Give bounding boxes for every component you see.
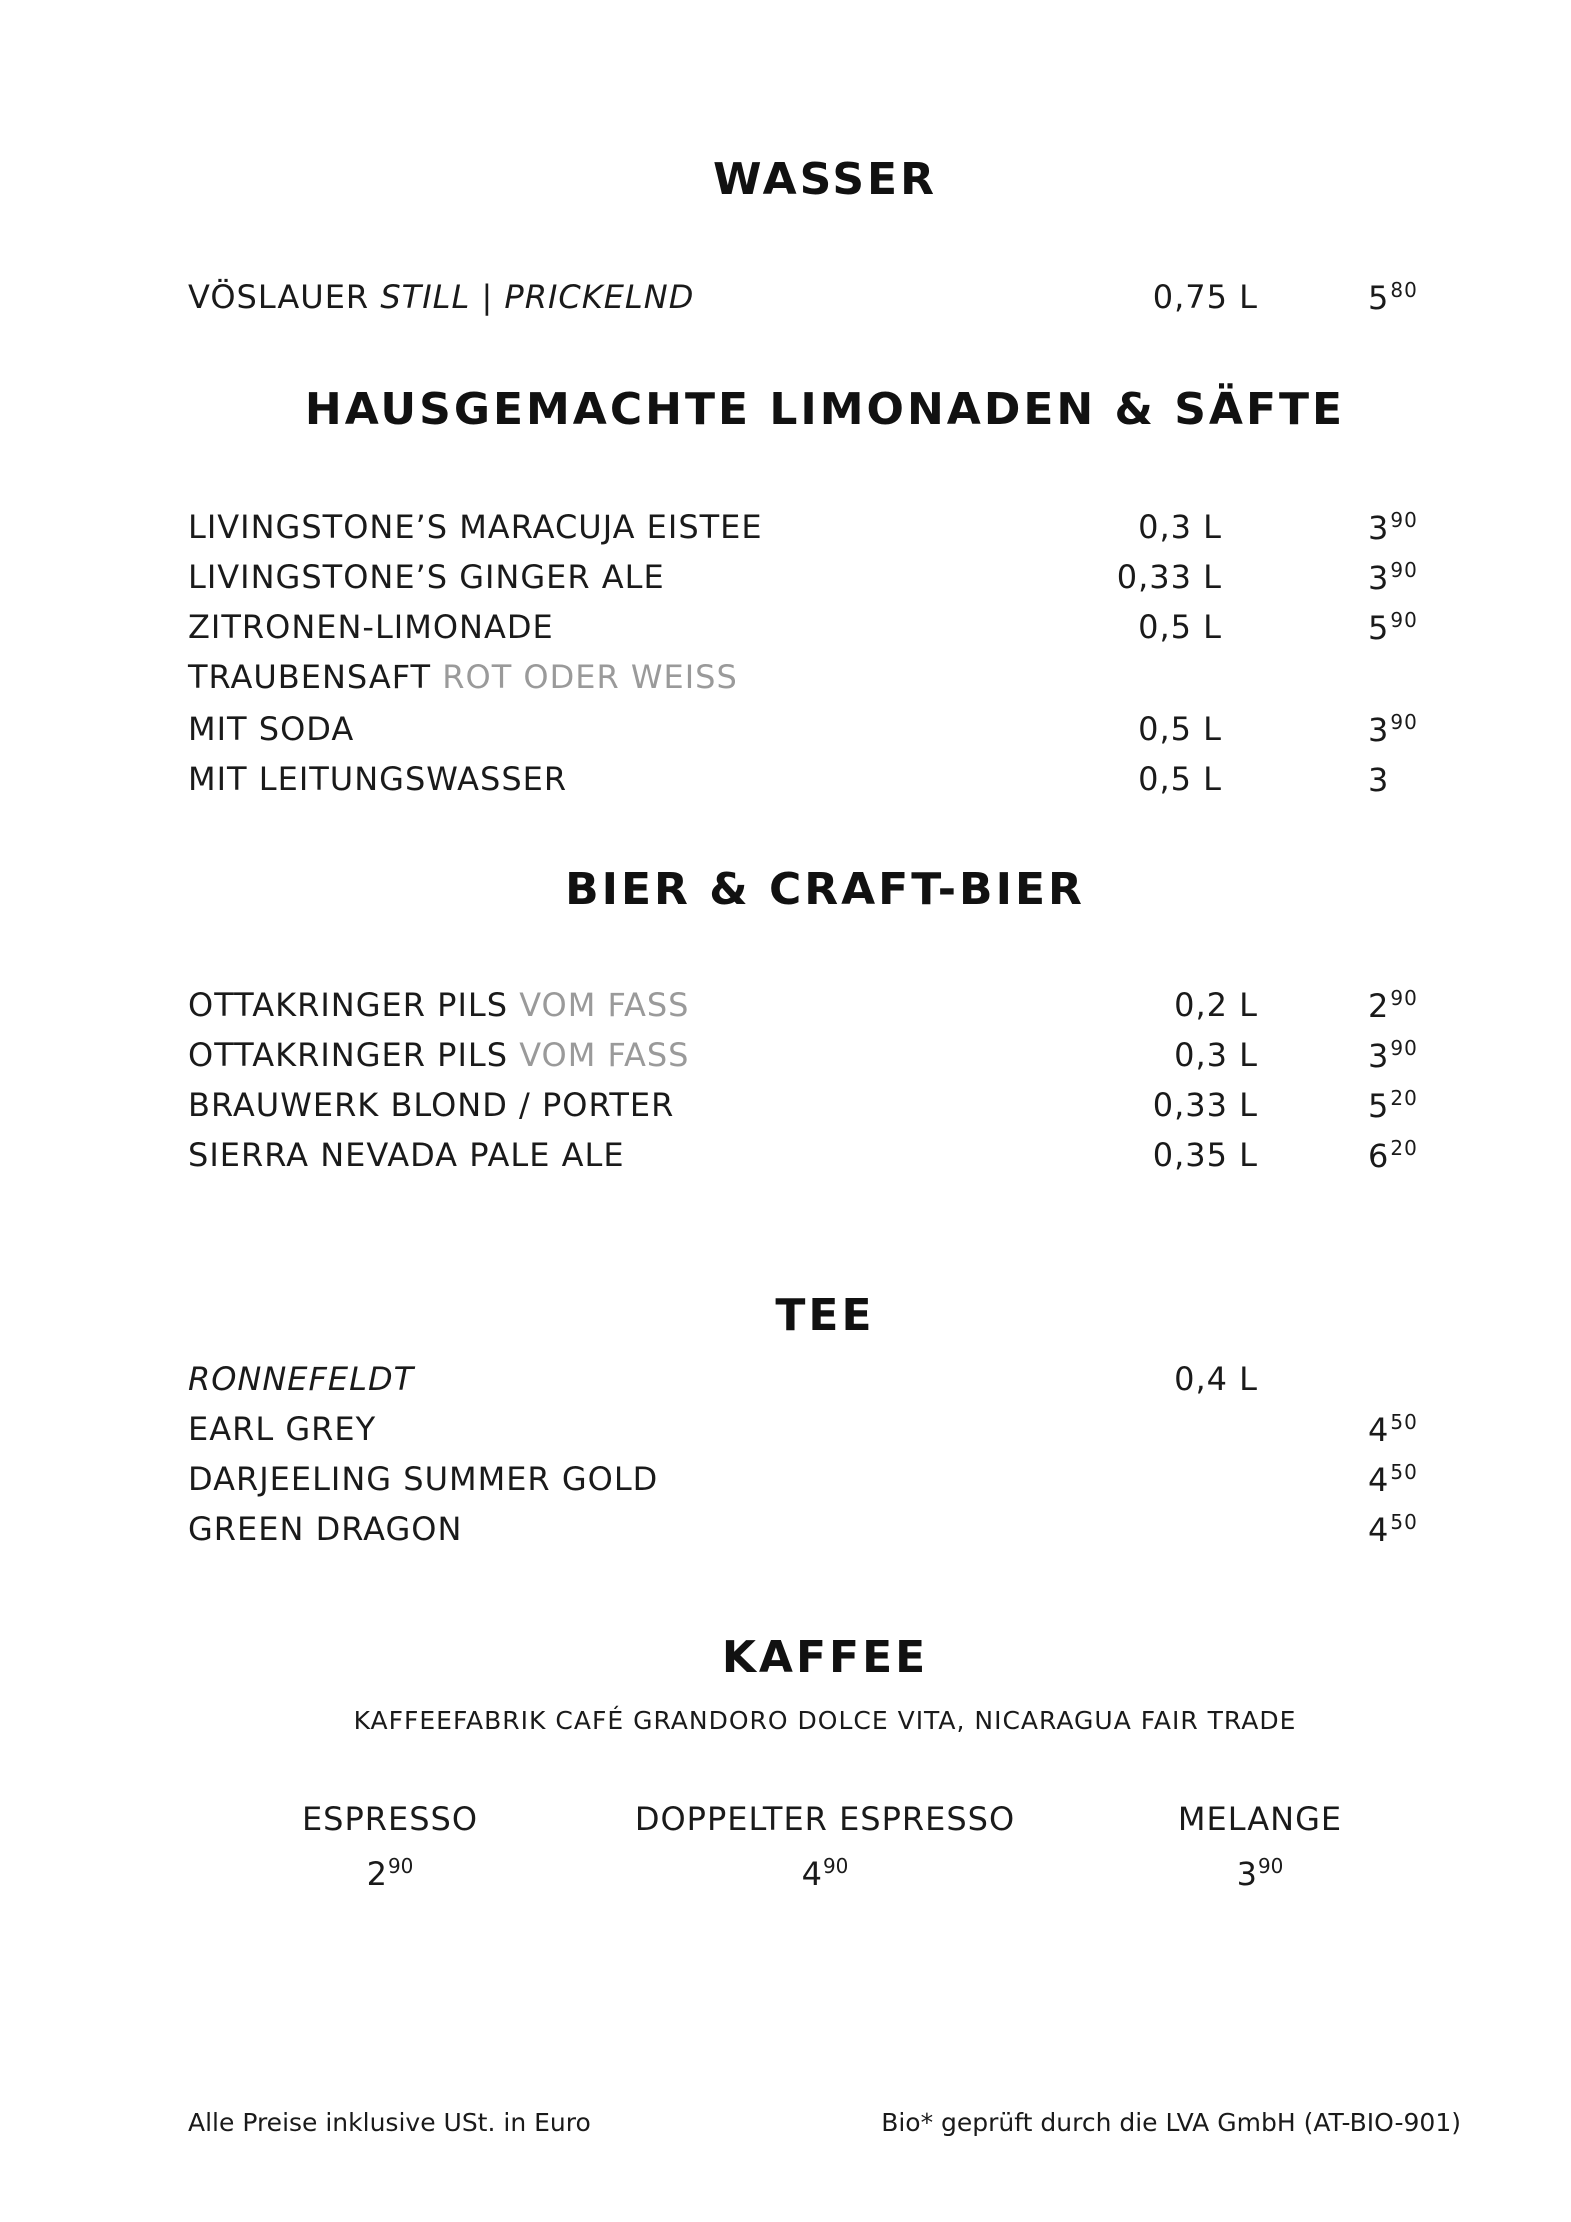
item-price: $3^{90}$ [1368, 558, 1418, 597]
item-volume: 0,35 L [1152, 1136, 1258, 1174]
item-note: VOM FASS [519, 986, 690, 1024]
menu-item [188, 1136, 1418, 1186]
tea-brand: RONNEFELDT [188, 1360, 415, 1398]
item-price: $6^{20}$ [1368, 1136, 1418, 1175]
item-note: VOM FASS [519, 1036, 690, 1074]
item-price: $2^{90}$ [1368, 986, 1418, 1025]
coffee-name: MELANGE [1177, 1800, 1343, 1838]
coffee-item-melange [1030, 1800, 1490, 1893]
item-volume: 0,5 L [1138, 760, 1222, 798]
menu-item [188, 508, 1418, 558]
item-variant: STILL | PRICKELND [380, 278, 695, 316]
menu-item [188, 608, 1418, 658]
item-volume: 0,33 L [1152, 1086, 1258, 1124]
menu-item [188, 1086, 1418, 1136]
menu-item [188, 760, 1418, 810]
item-note: ROT ODER WEISS [442, 658, 738, 696]
section-title-kaffee: KAFFEE [721, 1632, 929, 1683]
section-title-bier: BIER & CRAFT-BIER [565, 864, 1085, 915]
menu-item [188, 1410, 1418, 1460]
item-price: $5^{90}$ [1368, 608, 1418, 647]
item-price: $5^{20}$ [1368, 1086, 1418, 1125]
menu-item [188, 658, 1418, 708]
item-price: $4^{50}$ [1368, 1460, 1418, 1499]
coffee-price: $4^{90}$ [801, 1854, 849, 1893]
menu-item [188, 558, 1418, 608]
menu-item [188, 1460, 1418, 1510]
item-volume: 0,5 L [1138, 608, 1222, 646]
item-name: SIERRA NEVADA PALE ALE [188, 1136, 625, 1174]
item-price: $4^{50}$ [1368, 1410, 1418, 1449]
item-name: GREEN DRAGON [188, 1510, 463, 1548]
menu-item-voeslauer [188, 278, 1418, 328]
coffee-name: ESPRESSO [301, 1800, 479, 1838]
item-name: TRAUBENSAFT ROT ODER WEISS [188, 658, 738, 696]
item-price: $4^{50}$ [1368, 1510, 1418, 1549]
item-price: $3^{90}$ [1368, 1036, 1418, 1075]
item-price: $3^{90}$ [1368, 508, 1418, 547]
footer-price-note: Alle Preise inklusive USt. in Euro [188, 2108, 591, 2137]
item-price: $3^{90}$ [1368, 710, 1418, 749]
item-name: OTTAKRINGER PILS VOM FASS [188, 1036, 690, 1074]
menu-item [188, 710, 1418, 760]
item-name: LIVINGSTONE’S GINGER ALE [188, 558, 665, 596]
item-name: OTTAKRINGER PILS VOM FASS [188, 986, 690, 1024]
menu-item [188, 986, 1418, 1036]
item-brand: VÖSLAUER [188, 278, 370, 316]
item-volume: 0,2 L [1174, 986, 1258, 1024]
item-name: MIT SODA [188, 710, 355, 748]
section-title-wasser: WASSER [713, 154, 937, 205]
item-price: $5^{80}$ [1368, 278, 1418, 317]
item-volume: 0,4 L [1174, 1360, 1258, 1398]
coffee-item-espresso [160, 1800, 620, 1893]
item-name: BRAUWERK BLOND / PORTER [188, 1086, 675, 1124]
item-volume: 0,3 L [1138, 508, 1222, 546]
item-volume: 0,33 L [1116, 558, 1222, 596]
item-name: ZITRONEN-LIMONADE [188, 608, 554, 646]
coffee-price: $3^{90}$ [1236, 1854, 1284, 1893]
menu-item [188, 1510, 1418, 1560]
item-volume: 0,3 L [1174, 1036, 1258, 1074]
item-name: DARJEELING SUMMER GOLD [188, 1460, 659, 1498]
kaffee-subtitle: KAFFEEFABRIK CAFÉ GRANDORO DOLCE VITA, NICARAGUA FAIR TRADE [353, 1706, 1297, 1735]
coffee-price: $2^{90}$ [366, 1854, 414, 1893]
footer-bio-note: Bio* geprüft durch die LVA GmbH (AT-BIO-901) [881, 2108, 1461, 2137]
menu-item [188, 1036, 1418, 1086]
section-title-limonaden: HAUSGEMACHTE LIMONADEN & SÄFTE [304, 384, 1346, 435]
item-price: 3 [1368, 761, 1390, 799]
item-name: EARL GREY [188, 1410, 377, 1448]
tea-brand-row [188, 1360, 1418, 1410]
item-volume: 0,75 L [1152, 278, 1258, 316]
coffee-name: DOPPELTER ESPRESSO [634, 1800, 1016, 1838]
section-title-tee: TEE [775, 1290, 875, 1341]
item-name: LIVINGSTONE’S MARACUJA EISTEE [188, 508, 763, 546]
item-name [188, 278, 694, 316]
item-volume: 0,5 L [1138, 710, 1222, 748]
coffee-item-doppelter-espresso [595, 1800, 1055, 1893]
item-name: MIT LEITUNGSWASSER [188, 760, 568, 798]
